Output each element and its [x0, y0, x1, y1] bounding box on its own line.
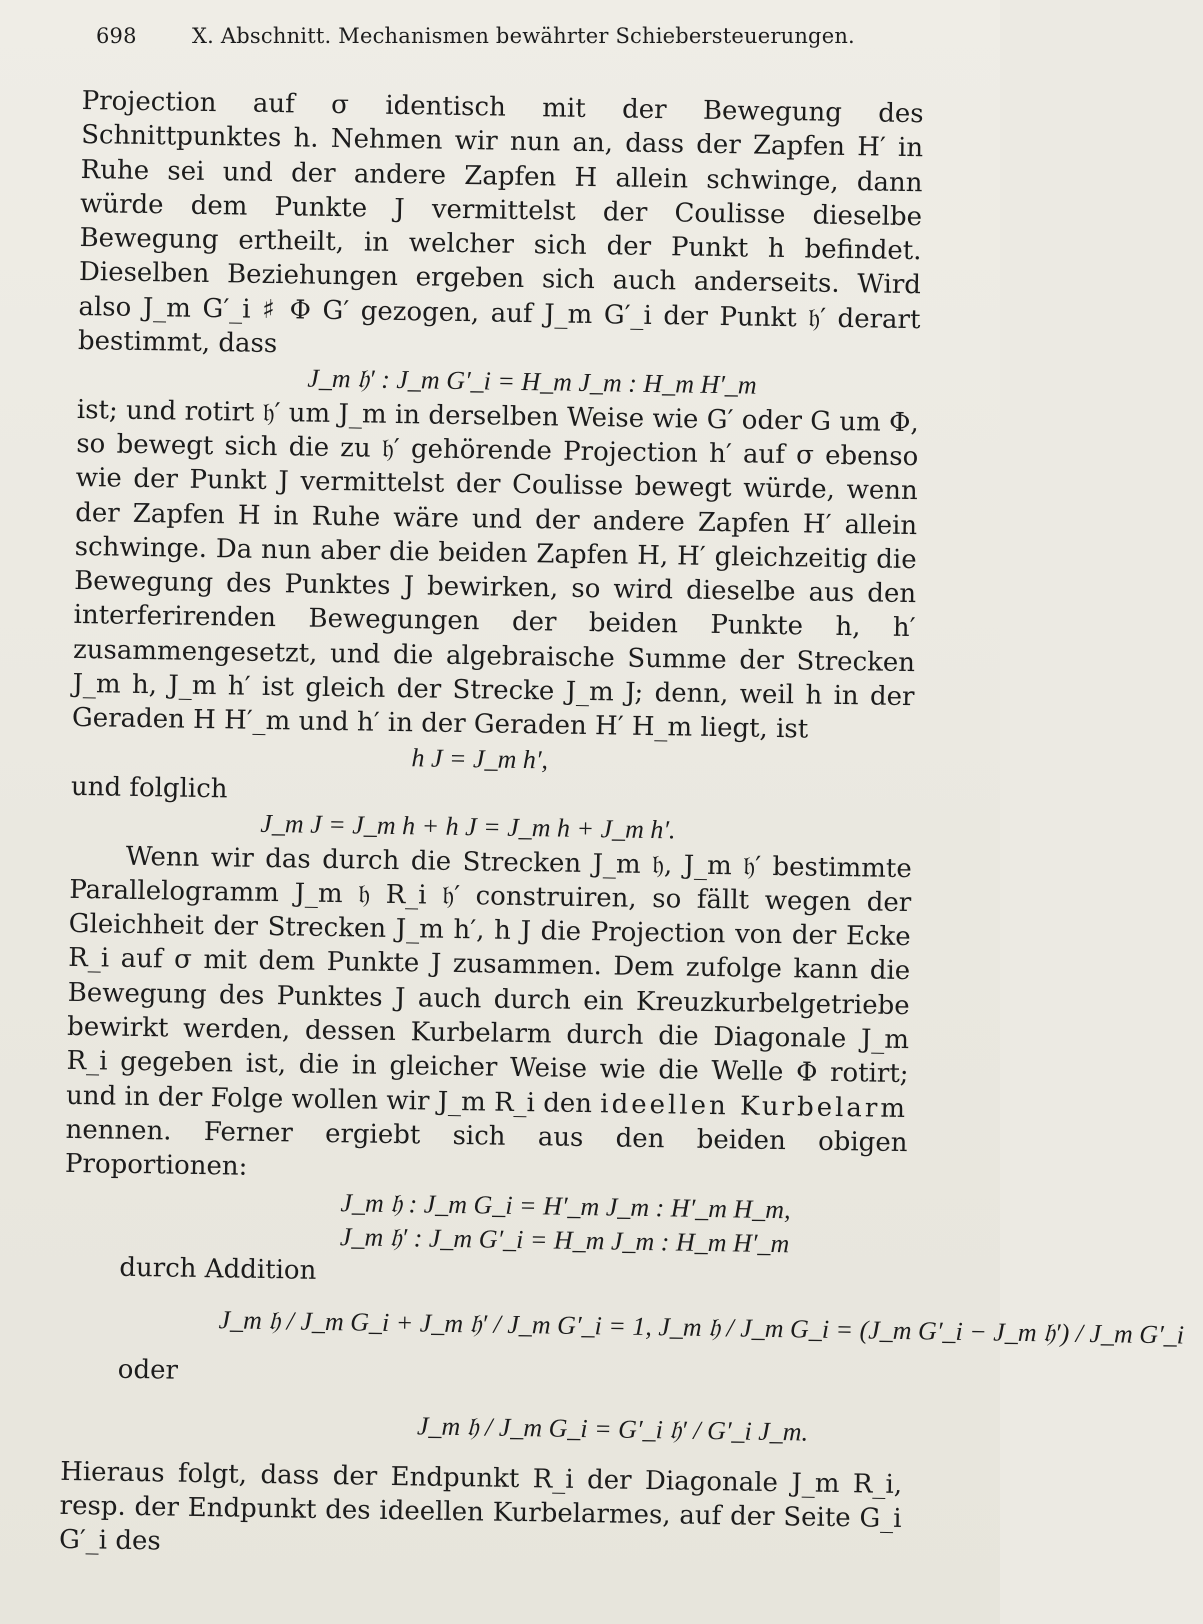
equation-sum: J_m J = J_m h + h J = J_m h + J_m h′.	[260, 809, 676, 845]
paragraph-1	[70, 84, 924, 852]
page-number: 698	[96, 24, 137, 48]
paragraph-2	[60, 838, 1185, 1467]
paragraph-1-text-c: und folglich	[70, 771, 228, 805]
equation-proportion-3: J_m 𝔥′ : J_m G′_i = H_m J_m : H_m H′_m	[339, 1221, 790, 1259]
paragraph-1-text-a: Projection auf σ identisch mit der Bewegung des Schnittpunktes h. Nehmen wir nun an, dass der Zapfen H′ in Ruhe sei und der andere Zapfen H allein schwinge, dann würde dem Punkte J vermittelst der Coulisse dieselbe Bewegung ertheilt, in welcher sich der Punkt h befindet. Dieselben Beziehungen ergeben sich auch anderseits. Wird also J_m G′_i ♯ Φ G′ gezogen, auf J_m G′_i der Punkt 𝔥′ derart bestimmt, dass	[77, 85, 924, 360]
equation-proportion-1: J_m 𝔥′ : J_m G′_i = H_m J_m : H_m H′_m	[307, 363, 757, 401]
paragraph-2-text-a: Wenn wir das durch die Strecken J_m 𝔥, J_m 𝔥′ bestimmte Parallelogramm J_m 𝔥 R_i 𝔥′ construiren, so fällt wegen der Gleichheit der Strecken J_m h′, h J die Projection von der Ecke R_i auf σ mit dem Punkte J zusammen. Dem zufolge kann die Bewegung des Punktes J auch durch ein Kreuzkurbelgetriebe bewirkt werden, dessen Kurbelarm durch die Diagonale J_m R_i gegeben ist, die in gleicher Weise wie die Welle Φ rotirt; und in der Folge wollen wir J_m R_i den	[65, 841, 913, 1119]
equation-addition: J_m 𝔥 / J_m G_i + J_m 𝔥′ / J_m G′_i = 1, J_m 𝔥 / J_m G_i = (J_m G′_i − J_m 𝔥′) / J_m G′_i	[218, 1305, 1185, 1350]
paragraph-3-text: Hieraus folgt, dass der Endpunkt R_i der Diagonale J_m R_i, resp. der Endpunkt des ideellen Kurbelarmes, auf der Seite G_i G′_i des	[58, 1456, 903, 1557]
paragraph-2-text-b: nennen. Ferner ergiebt sich aus den beiden obigen Proportionen:	[64, 1114, 908, 1182]
paragraph-3	[59, 1455, 903, 1571]
equation-hj: h J = J_m h′,	[411, 742, 549, 775]
paragraph-2-text-d: oder	[117, 1355, 179, 1387]
paragraph-2-text-c: durch Addition	[119, 1252, 317, 1286]
term-ideeller-kurbelarm: ideellen Kurbelarm	[600, 1088, 909, 1124]
running-title: X. Abschnitt. Mechanismen bewährter Schiebersteuerungen.	[192, 24, 855, 48]
running-header	[96, 24, 856, 48]
paragraph-1-text-b: ist; und rotirt 𝔥′ um J_m in derselben Weise wie G′ oder G um Φ, so bewegt sich die zu 𝔥′ gehörende Projection h′ auf σ ebenso wie der Punkt J vermittelst der Coulisse bewegt würde, wenn der Zapfen H in Ruhe wäre und der andere Zapfen H′ allein schwinge. Da nun aber die beiden Zapfen H, H′ gleichzeitig die Bewegung des Punktes J bewirken, so wird dieselbe aus den interferirenden Bewegungen der beiden Punkte h, h′ zusammengesetzt, und die algebraische Summe der Strecken J_m h, J_m h′ ist gleich der Strecke J_m J; denn, weil h in der Geraden H H′_m und h′ in der Geraden H′ H_m liegt, ist	[71, 394, 920, 745]
text-column	[58, 84, 1185, 1571]
equation-proportion-2: J_m 𝔥 : J_m G_i = H′_m J_m : H′_m H_m,	[340, 1187, 791, 1224]
equation-ratio: J_m 𝔥 / J_m G_i = G′_i 𝔥′ / G′_i J_m.	[416, 1411, 809, 1447]
